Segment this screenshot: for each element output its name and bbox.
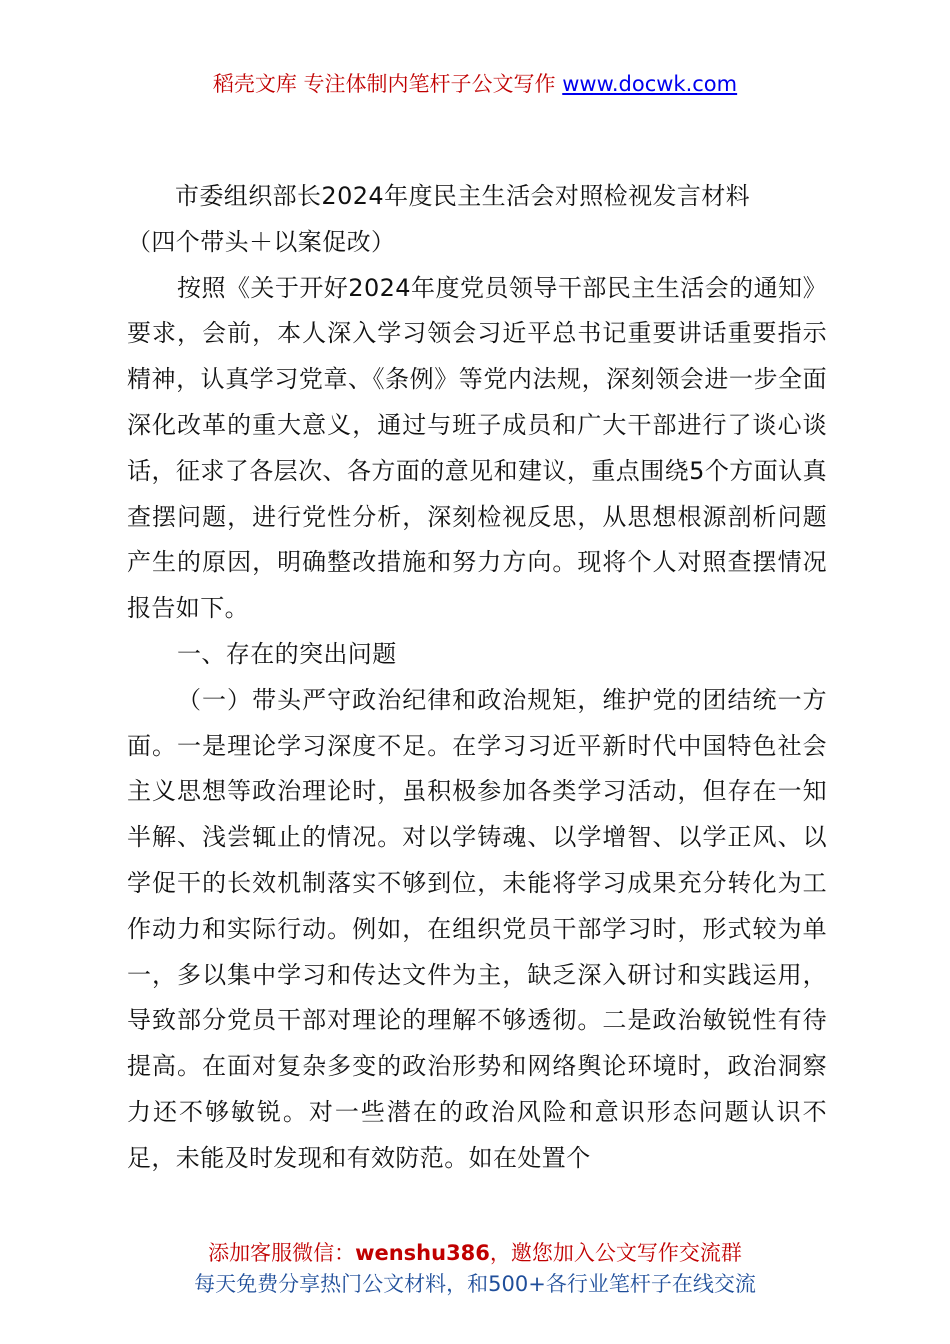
brand-text: 稻壳文库 专注体制内笔杆子公文写作 — [212, 72, 556, 96]
document-body — [127, 174, 827, 1182]
site-link[interactable]: www.docwk.com — [562, 72, 738, 96]
footer-promo-line: 每天免费分享热门公文材料，和500+各行业笔杆子在线交流 — [194, 1272, 756, 1296]
body-paragraph: （一）带头严守政治纪律和政治规矩，维护党的团结统一方面。一是理论学习深度不足。在学习习近平新时代中国特色社会主义思想等政治理论时，虽积极参加各类学习活动，但存在一知半解、浅尝辄止的情况。对以学铸魂、以学增智、以学正风、以学促干的长效机制落实不够到位，未能将学习成果充分转化为工作动力和实际行动。例如，在组织党员干部学习时，形式较为单一，多以集中学习和传达文件为主，缺乏深入研讨和实践运用，导致部分党员干部对理论的理解不够透彻。二是政治敏锐性有待提高。在面对复杂多变的政治形势和网络舆论环境时，政治洞察力还不够敏锐。对一些潜在的政治风险和意识形态问题认识不足，未能及时发现和有效防范。如在处置个 — [127, 685, 827, 1172]
document-title: 市委组织部长2024年度民主生活会对照检视发言材料 — [175, 182, 751, 210]
footer-contact-suffix: ，邀您加入公文写作交流群 — [489, 1241, 742, 1265]
section-heading: 一、存在的突出问题 — [177, 639, 397, 668]
footer-contact-line — [0, 1238, 950, 1269]
wechat-id: wenshu386 — [355, 1241, 490, 1265]
footer-contact-prefix: 添加客服微信： — [208, 1241, 356, 1265]
intro-paragraph: 按照《关于开好2024年度党员领导干部民主生活会的通知》要求，会前，本人深入学习领会习近平总书记重要讲话重要指示精神，认真学习党章、《条例》等党内法规，深刻领会进一步全面深化改革的重大意义，通过与班子成员和广大干部进行了谈心谈话，征求了各层次、各方面的意见和建议，重点围绕5个方面认真查摆问题，进行党性分析，深刻检视反思，从思想根源剖析问题产生的原因，明确整改措施和努力方向。现将个人对照查摆情况报告如下。 — [127, 273, 827, 623]
page-header — [0, 68, 950, 100]
document-subtitle: （四个带头＋以案促改） — [127, 227, 396, 256]
page-footer — [0, 1238, 950, 1300]
